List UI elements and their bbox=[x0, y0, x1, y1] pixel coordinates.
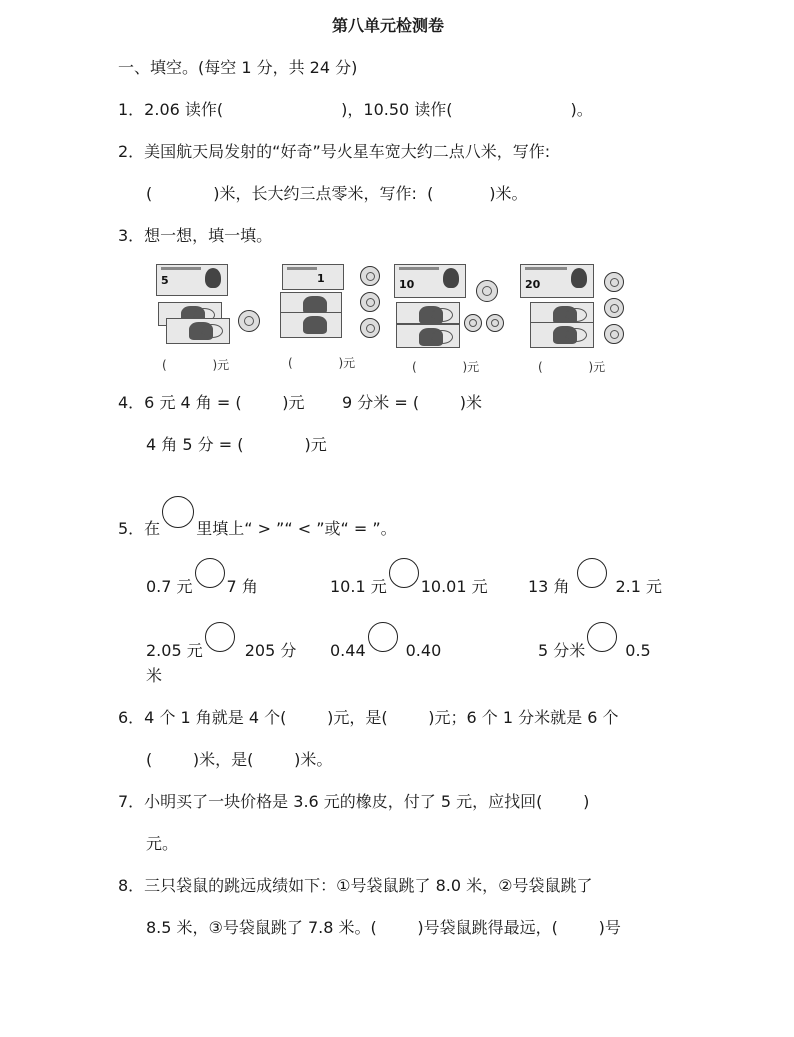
banknote-jiao bbox=[530, 302, 594, 324]
question-6-line2: ( )米，是( )米。 bbox=[146, 750, 333, 769]
money-group-4 bbox=[520, 264, 636, 354]
coin-icon bbox=[360, 292, 380, 312]
q3-caption-2: ( )元 bbox=[288, 356, 356, 370]
q5-part-b: 里填上“ > ”“ < ”或“ = ”。 bbox=[196, 519, 397, 538]
banknote-jiao bbox=[396, 324, 460, 348]
q1-part-a: 1．2.06 读作( bbox=[118, 100, 224, 119]
question-4-line2: 4 角 5 分 = ( )元 bbox=[146, 435, 327, 454]
money-group-1 bbox=[156, 264, 266, 354]
coin-icon bbox=[360, 318, 380, 338]
coin-icon bbox=[238, 310, 260, 332]
q3-caption-4: ( )元 bbox=[538, 360, 606, 374]
circle-blank[interactable] bbox=[205, 622, 235, 652]
banknote-5-yuan: 5 bbox=[156, 264, 228, 296]
coin-icon bbox=[486, 314, 504, 332]
banknote-jiao bbox=[280, 312, 342, 338]
banknote-1-yuan: 1 bbox=[282, 264, 344, 290]
compare-item: 10.1 元 10.01 元 bbox=[330, 558, 488, 597]
circle-blank[interactable] bbox=[587, 622, 617, 652]
question-5 bbox=[118, 496, 397, 539]
compare-item: 13 角 2.1 元 bbox=[528, 558, 662, 597]
coin-icon bbox=[464, 314, 482, 332]
coin-icon bbox=[476, 280, 498, 302]
question-4-line1b: 9 分米 = ( )米 bbox=[342, 393, 483, 412]
coin-icon bbox=[604, 298, 624, 318]
banknote-jiao bbox=[530, 322, 594, 348]
circle-blank[interactable] bbox=[577, 558, 607, 588]
coin-icon bbox=[604, 272, 624, 292]
page-title: 第八单元检测卷 bbox=[332, 16, 445, 35]
question-8-line1: 8．三只袋鼠的跳远成绩如下：①号袋鼠跳了 8.0 米，②号袋鼠跳了 bbox=[118, 876, 593, 895]
q3-caption-3: ( )元 bbox=[412, 360, 480, 374]
q5-part-a: 5．在 bbox=[118, 519, 161, 538]
circle-blank[interactable] bbox=[162, 496, 194, 528]
q1-part-c: )。 bbox=[570, 100, 593, 119]
banknote-10-yuan: 10 bbox=[394, 264, 466, 298]
compare-item: 0.44 0.40 bbox=[330, 622, 441, 661]
money-group-3 bbox=[394, 264, 510, 354]
question-4-line1a: 4．6 元 4 角 = ( )元 bbox=[118, 393, 305, 412]
question-2-line1: 2．美国航天局发射的“好奇”号火星车宽大约二点八米，写作: bbox=[118, 142, 551, 161]
question-6-line1: 6．4 个 1 角就是 4 个( )元，是( )元；6 个 1 分米就是 6 个 bbox=[118, 708, 619, 727]
question-2-line2: ( )米，长大约三点零米，写作: ( )米。 bbox=[146, 184, 528, 203]
compare-item: 5 分米 0.5 bbox=[538, 622, 651, 661]
compare-item: 2.05 元 205 分 bbox=[146, 622, 296, 661]
coin-icon bbox=[604, 324, 624, 344]
question-1 bbox=[118, 100, 593, 120]
question-8-line2: 8.5 米，③号袋鼠跳了 7.8 米。( )号袋鼠跳得最远，( )号 bbox=[146, 918, 621, 937]
money-group-2 bbox=[278, 264, 388, 354]
circle-blank[interactable] bbox=[368, 622, 398, 652]
banknote-jiao bbox=[280, 292, 342, 314]
section-heading: 一、填空。(每空 1 分，共 24 分) bbox=[118, 58, 358, 77]
q3-caption-1: ( )元 bbox=[162, 358, 230, 372]
compare-wrap: 米 bbox=[146, 666, 163, 685]
question-7-line1: 7．小明买了一块价格是 3.6 元的橡皮，付了 5 元，应找回( ) bbox=[118, 792, 590, 811]
circle-blank[interactable] bbox=[389, 558, 419, 588]
compare-item: 0.7 元 7 角 bbox=[146, 558, 258, 597]
banknote-20-yuan: 20 bbox=[520, 264, 594, 298]
question-3: 3．想一想，填一填。 bbox=[118, 226, 273, 245]
banknote-jiao bbox=[396, 302, 460, 324]
banknote-jiao bbox=[166, 318, 230, 344]
q1-part-b: )，10.50 读作( bbox=[341, 100, 453, 119]
question-7-line2: 元。 bbox=[146, 834, 179, 853]
circle-blank[interactable] bbox=[195, 558, 225, 588]
coin-icon bbox=[360, 266, 380, 286]
